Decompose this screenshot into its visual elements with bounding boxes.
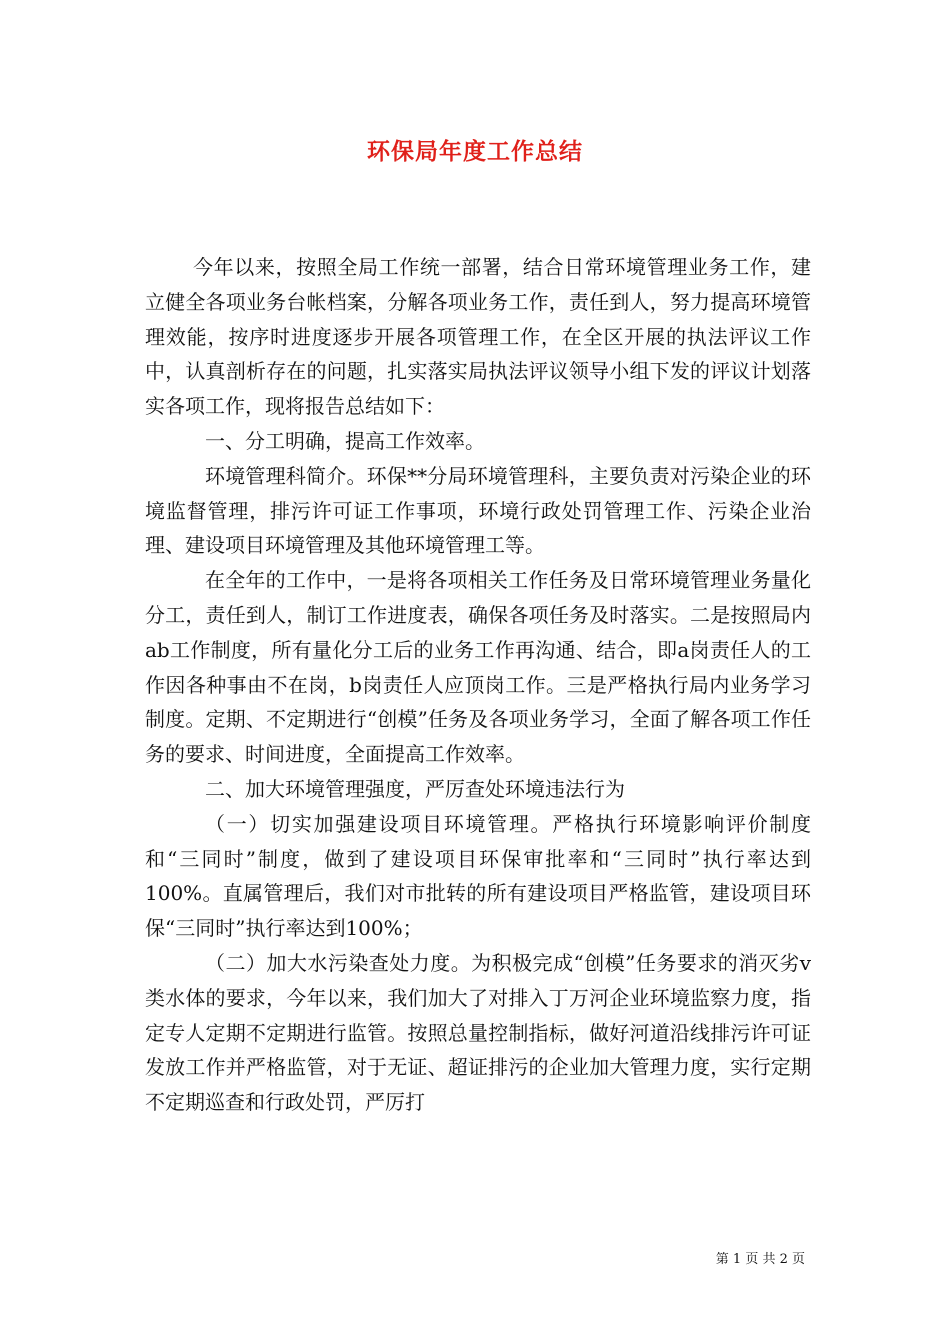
document-body [145,250,811,1120]
section-heading-2: 二、加大环境管理强度，严厉查处环境违法行为 [205,776,625,801]
paragraph-water-pollution: （二）加大水污染查处力度。为积极完成“创模”任务要求的消灭劣v类水体的要求，今年以来，我们加大了对排入丁万河企业环境监察力度，指定专人定期不定期进行监管。按照总量控制指标，做好河道沿线排污许可证发放工作并严格监管，对于无证、超证排污的企业加大管理力度，实行定期不定期巡查和行政处罚，严厉打 [145,950,811,1115]
paragraph-work-division: 在全年的工作中，一是将各项相关工作任务及日常环境管理业务量化分工，责任到人，制订工作进度表，确保各项任务及时落实。二是按照局内ab工作制度，所有量化分工后的业务工作再沟通、结合，即a岗责任人的工作因各种事由不在岗，b岗责任人应顶岗工作。三是严格执行局内业务学习制度。定期、不定期进行“创模”任务及各项业务学习，全面了解各项工作任务的要求、时间进度，全面提高工作效率。 [145,568,811,767]
document-title: 环保局年度工作总结 [367,138,583,165]
section-heading-1: 一、分工明确，提高工作效率。 [205,428,485,453]
paragraph-construction-projects: （一）切实加强建设项目环境管理。严格执行环境影响评价制度和“三同时”制度，做到了建设项目环保审批率和“三同时”执行率达到100%。直属管理后，我们对市批转的所有建设项目严格监管，建设项目环保“三同时”执行率达到100%； [145,811,811,941]
paragraph-intro: 今年以来，按照全局工作统一部署，结合日常环境管理业务工作，建立健全各项业务台帐档案，分解各项业务工作，责任到人，努力提高环境管理效能，按序时进度逐步开展各项管理工作，在全区开展的执法评议工作中，认真剖析存在的问题，扎实落实局执法评议领导小组下发的评议计划落实各项工作，现将报告总结如下： [145,255,811,419]
paragraph-dept-intro: 环境管理科简介。环保**分局环境管理科，主要负责对污染企业的环境监督管理，排污许可证工作事项，环境行政处罚管理工作、污染企业治理、建设项目环境管理及其他环境管理工等。 [145,463,811,558]
page-number: 第 1 页 共 2 页 [715,1252,805,1267]
